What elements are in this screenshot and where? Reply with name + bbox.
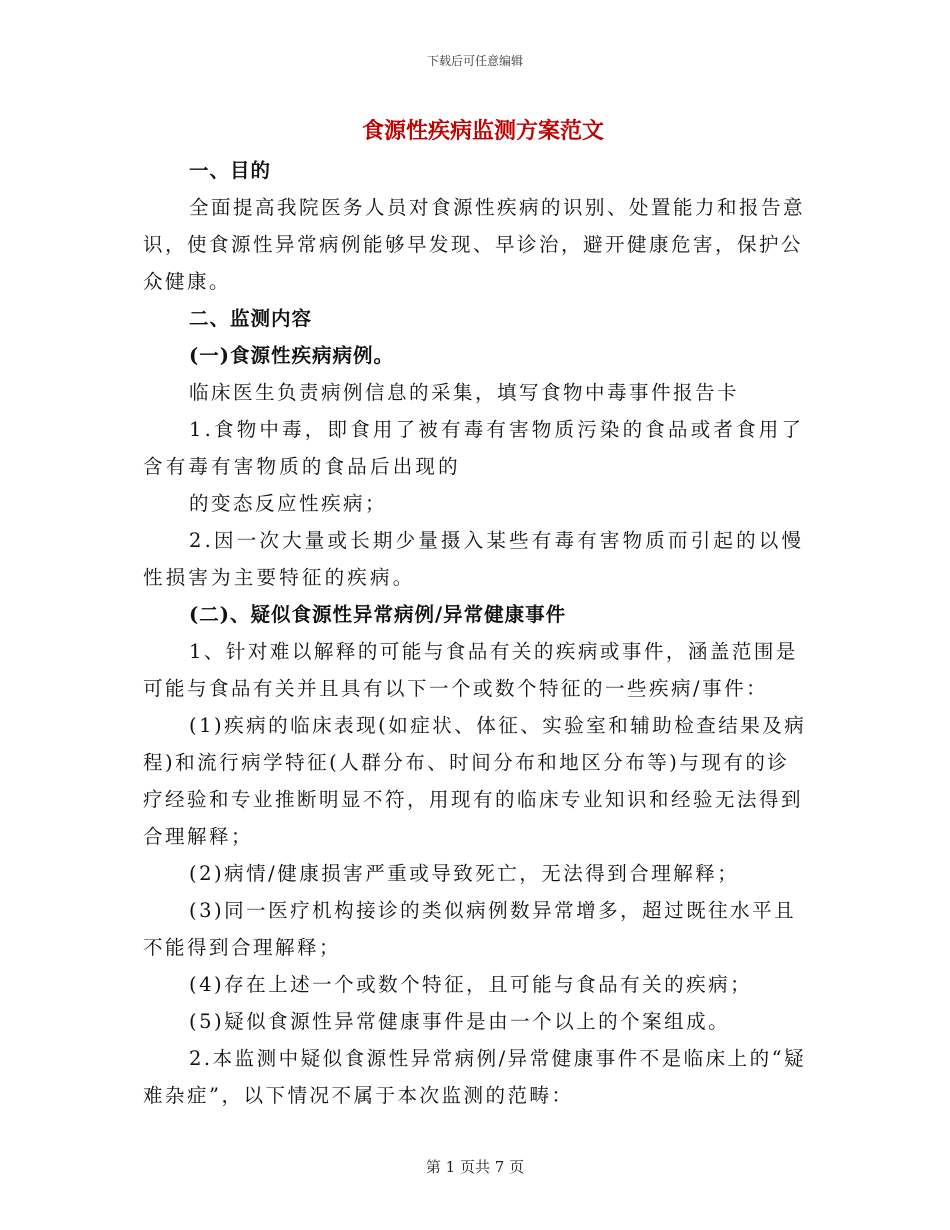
section-heading-purpose: 一、目的 <box>189 159 272 182</box>
paragraph-exclusions: 2.本监测中疑似食源性异常病例/异常健康事件不是临床上的“疑难杂症”，以下情况不属于本次监测的范畴： <box>143 1047 807 1107</box>
paragraph-feature-1: (1)疾病的临床表现(如症状、体征、实验室和辅助检查结果及病程)和流行病学特征(人群分布、时间分布和地区分布等)与现有的诊疗经验和专业推断明显不符，用现有的临床专业知识和经验无法得到合理解释； <box>143 714 807 848</box>
paragraph-purpose: 全面提高我院医务人员对食源性疾病的识别、处置能力和报告意识，使食源性异常病例能够早发现、早诊治，避开健康危害，保护公众健康。 <box>143 196 806 293</box>
page-footer: 第 1 页共 7 页 <box>425 1158 525 1176</box>
paragraph-feature-5: (5)疑似食源性异常健康事件是由一个以上的个案组成。 <box>189 1010 731 1033</box>
paragraph-feature-2: (2)病情/健康损害严重或导致死亡，无法得到合理解释； <box>189 862 740 885</box>
subheading-suspected-cases: (二)、疑似食源性异常病例/异常健康事件 <box>189 603 567 626</box>
paragraph-item-1: 1.食物中毒，即食用了被有毒有害物质污染的食品或者食用了含有毒有害物质的食品后出现的 <box>143 418 805 478</box>
section-heading-monitoring: 二、监测内容 <box>189 307 313 330</box>
paragraph-feature-3: (3)同一医疗机构接诊的类似病例数异常增多，超过既往水平且不能得到合理解释； <box>143 899 797 959</box>
paragraph-scope: 1、针对难以解释的可能与食品有关的疾病或事件，涵盖范围是可能与食品有关并且具有以下一个或数个特征的一些疾病/事件： <box>143 640 798 700</box>
page-header: 下载后可任意编辑 <box>426 54 523 68</box>
document-title: 食源性疾病监测方案范文 <box>361 118 604 144</box>
paragraph-item-1-cont: 的变态反应性疾病； <box>189 492 388 515</box>
paragraph-item-2: 2.因一次大量或长期少量摄入某些有毒有害物质而引起的以慢性损害为主要特征的疾病。 <box>143 529 805 589</box>
subheading-foodborne-cases: (一)食源性疾病病例。 <box>189 344 394 367</box>
document-body <box>143 110 809 1114</box>
paragraph-report-card: 临床医生负责病例信息的采集，填写食物中毒事件报告卡 <box>189 381 740 404</box>
paragraph-feature-4: (4)存在上述一个或数个特征，且可能与食品有关的疾病； <box>189 973 753 996</box>
